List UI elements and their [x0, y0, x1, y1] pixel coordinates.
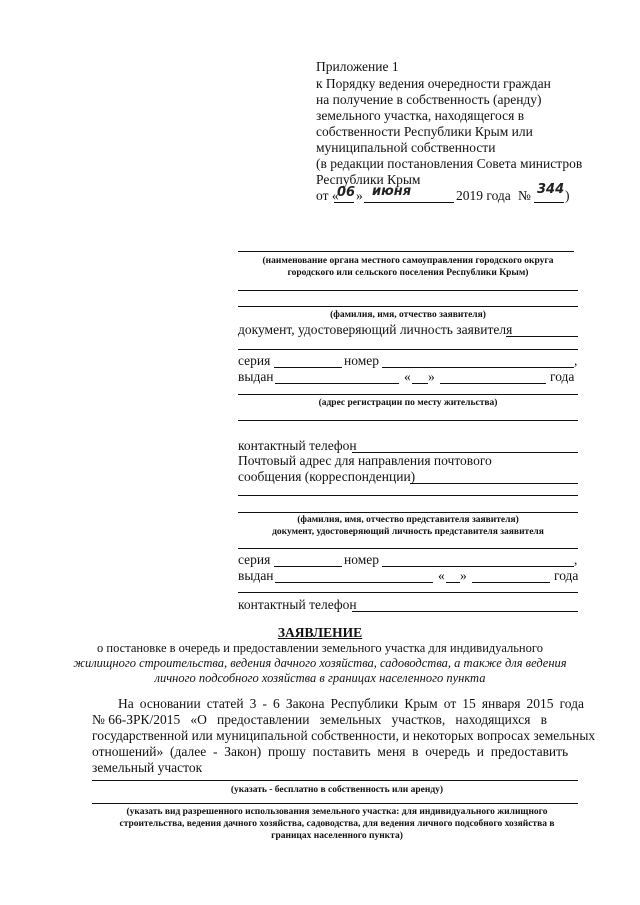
rep-document-label: документ, удостоверяющий личность представителя заявителя	[272, 527, 544, 537]
appendix-line-1: Приложение 1	[316, 59, 399, 74]
statement-subtitle-2: жилищного строительства, ведения дачного хозяйства, садоводства, а также для ведения	[73, 656, 567, 670]
id-document-label: документ, удостоверяющий личность заявителя	[238, 322, 513, 337]
applicant-field-line-1	[238, 290, 578, 291]
rep-caption: (фамилия, имя, отчество представителя заявителя)	[297, 515, 519, 525]
date-prefix: от «	[316, 188, 339, 203]
issued-year-suffix: года	[550, 369, 575, 384]
date-month-handwritten: июня	[372, 184, 412, 199]
number-prefix: №	[518, 188, 531, 203]
postal-field-line	[410, 483, 578, 484]
rep-series-label: серия	[238, 552, 271, 567]
statement-subtitle-1: о постановке в очередь и предоставлении земельного участка для индивидуального	[97, 641, 543, 655]
rep-phone-label: контактный телефон	[238, 597, 357, 612]
appendix-line-7: (в редакции постановления Совета министров	[316, 156, 583, 171]
issued-month-line	[440, 383, 546, 384]
issued-label: выдан	[238, 369, 274, 384]
date-day-close: »	[356, 188, 363, 203]
appendix-line-8: Республики Крым	[316, 172, 421, 187]
date-day-handwritten: 06	[337, 185, 356, 200]
statement-body-1: На основании статей 3 - 6 Закона Республики Крым от 15 января 2015 года	[118, 696, 584, 711]
authority-field-line	[238, 251, 574, 252]
appendix-line-2: к Порядку ведения очередности граждан	[316, 76, 551, 91]
rep-issued-quote-open: «	[438, 568, 445, 583]
series-field-line	[274, 367, 342, 368]
authority-caption-2: городского или сельского поселения Республики Крым)	[287, 268, 529, 278]
tenure-field-line	[92, 780, 578, 781]
date-day-underline	[334, 202, 354, 203]
date-year: 2019 года	[456, 188, 511, 203]
issued-quote-open: «	[404, 369, 411, 384]
use-caption-3: границах населенного пункта)	[271, 831, 403, 841]
number-underline	[534, 202, 564, 203]
statement-body-3: государственной или муниципальной собственности, и некоторых вопросах земельных	[92, 728, 596, 743]
rep-issued-day-line	[446, 582, 460, 583]
issued-field-line	[275, 383, 399, 384]
applicant-caption: (фамилия, имя, отчество заявителя)	[330, 310, 486, 320]
date-month-underline	[364, 202, 454, 203]
appendix-line-4: земельного участка, находящегося в	[316, 108, 525, 123]
statement-title: ЗАЯВЛЕНИЕ	[277, 625, 363, 640]
rep-field-line	[238, 512, 578, 513]
postal-label-1: Почтовый адрес для направления почтового	[238, 453, 492, 468]
postal-field-line-2	[238, 495, 578, 496]
rep-issued-field-line-2	[238, 592, 578, 593]
rep-issued-month-line	[472, 582, 550, 583]
appendix-line-6: муниципальной собственности	[316, 140, 496, 155]
rep-issued-quote-close: »	[460, 568, 467, 583]
statement-subtitle-3: личного подсобного хозяйства в границах населенного пункта	[154, 671, 486, 685]
use-caption-1: (указать вид разрешенного использования земельного участка: для индивидуального жилищного	[126, 807, 548, 817]
statement-body-5: земельный участок	[92, 760, 203, 775]
tenure-caption: (указать - бесплатно в собственность или аренду)	[230, 785, 444, 795]
use-caption-2: строительства, ведения дачного хозяйства, садоводства, для ведения личного подсобного хозяйства в	[119, 819, 555, 829]
phone-label: контактный телефон	[238, 438, 357, 453]
rep-number-comma: ,	[574, 552, 578, 567]
rep-phone-field-line	[352, 611, 578, 612]
close-paren: )	[565, 188, 570, 203]
address-field-line-2	[238, 420, 578, 421]
authority-caption-1: (наименование органа местного самоуправления городского округа	[262, 256, 554, 266]
appendix-line-3: на получение в собственность (аренду)	[316, 92, 542, 107]
rep-number-label: номер	[344, 552, 380, 567]
applicant-field-line-2	[238, 306, 578, 307]
rep-issued-year-suffix: года	[554, 568, 579, 583]
number-field-line	[382, 367, 574, 368]
rep-series-field-line	[274, 566, 342, 567]
issued-quote-close: »	[428, 369, 435, 384]
id-document-field-line	[506, 336, 578, 337]
postal-label-2: сообщения (корреспонденции)	[238, 469, 416, 484]
number-handwritten: 344	[537, 182, 565, 197]
appendix-line-5: собственности Республики Крым или	[316, 124, 533, 139]
address-caption: (адрес регистрации по месту жительства)	[318, 398, 498, 408]
address-field-line	[238, 394, 578, 395]
use-field-line	[92, 803, 578, 804]
id-document-field-line-2	[238, 349, 578, 350]
rep-document-field-line	[238, 548, 578, 549]
issued-day-line	[412, 383, 428, 384]
number-label: номер	[344, 353, 380, 368]
statement-body-2: № 66-ЗРК/2015 «О предоставлении земельных участков, находящихся в	[92, 712, 547, 727]
number-comma: ,	[574, 353, 578, 368]
statement-body-4: отношений» (далее - Закон) прошу поставить меня в очередь и предоставить	[92, 744, 569, 759]
rep-issued-label: выдан	[238, 568, 274, 583]
rep-number-field-line	[382, 566, 574, 567]
rep-issued-field-line	[275, 582, 433, 583]
series-label: серия	[238, 353, 271, 368]
